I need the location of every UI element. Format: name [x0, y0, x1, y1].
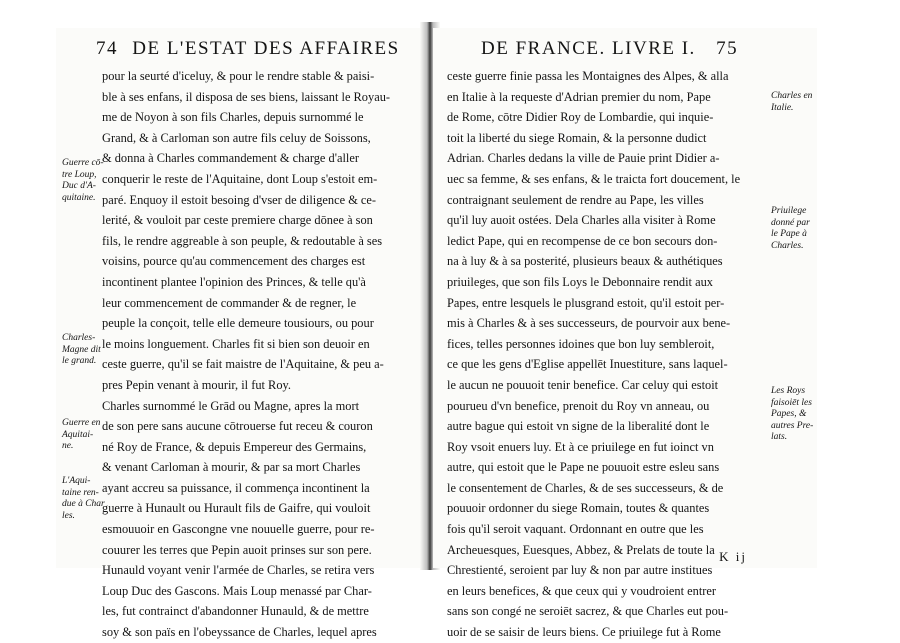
left-running-head	[96, 38, 400, 60]
right-margin-note-3	[771, 386, 813, 444]
margin-note-line: Guerre cō-	[62, 158, 104, 168]
left-text-line: ble à ses enfans, il disposa de ses biens, laissant le Royau-	[102, 89, 391, 104]
left-text-line: me de Noyon à son fils Charles, depuis surnommé le	[102, 110, 364, 125]
margin-note-line: L'Aqui-	[62, 476, 91, 486]
right-text-line: ceste guerre finie passa les Montaignes des Alpes, & alla	[447, 69, 729, 83]
right-text-line: qu'il luy auoit ostées. Dela Charles alla visiter à Rome	[447, 213, 716, 228]
left-text-line: né Roy de France, & depuis Empereur des Germains,	[102, 439, 367, 454]
left-text-line: conquerir le reste de l'Aquitaine, dont Loup s'estoit em-	[102, 171, 378, 186]
left-text-line: paré. Enquoy il estoit besoing d'vser de diligence & ce-	[102, 192, 377, 207]
margin-note-line: Priuilege	[771, 206, 807, 216]
margin-note-line: taine ren-	[62, 487, 99, 498]
right-body-text	[447, 66, 765, 643]
left-text-line: lerité, & vouloit par ceste premiere charge dōnee à son	[102, 213, 373, 228]
right-text-line: sans son congé ne seroiēt sacrez, & que Charles eut pou-	[447, 604, 729, 619]
margin-note-line: Magne dit	[62, 344, 101, 355]
left-text-line: Hunauld voyant venir l'armée de Charles, se retira vers	[102, 563, 375, 578]
right-margin-note-2	[771, 206, 810, 252]
left-text-line: leur commencement de commander & de regner, le	[102, 295, 357, 310]
left-body-text	[102, 66, 426, 643]
right-page-number: 75	[716, 38, 739, 59]
left-text-line: fils, le rendre aggreable à son peuple, & redoutable à ses	[102, 233, 383, 248]
left-text-line: les, fut contrainct d'abandonner Hunauld, & de mettre	[102, 604, 369, 619]
margin-note-line: Papes, &	[771, 409, 807, 419]
margin-note-line: quitaine.	[62, 192, 96, 203]
right-text-line: mis à Charles & à ses successeurs, de pourvoir aux bene-	[447, 316, 731, 331]
margin-note-line: Aquitai-	[62, 429, 94, 440]
right-text-line: Adrian. Charles dedans la ville de Pauie print Didier a-	[447, 151, 720, 166]
left-margin-note-1	[62, 158, 104, 204]
left-text-line: Grand, & à Carloman son autre fils celuy de Soissons,	[102, 130, 371, 145]
margin-note-line: due à Char	[62, 499, 105, 509]
margin-note-line: Italie.	[771, 102, 794, 113]
margin-note-line: le Pape à	[771, 229, 807, 239]
right-text-line: de Rome, cōtre Didier Roy de Lombardie, qui inquie-	[447, 110, 714, 125]
right-text-line: toit la liberté du siege Romain, & la personne dudict	[447, 130, 707, 145]
right-text-line: ledict Pape, qui en recompense de ce bon secours don-	[447, 233, 718, 248]
margin-note-line: Les Roys	[771, 386, 806, 396]
right-text-line: na à luy & à sa posterité, plusieurs beaux & authétiques	[447, 254, 723, 269]
left-text-line: pres Pepin venant à mourir, il fut Roy.	[102, 377, 291, 392]
right-running-head	[481, 38, 738, 60]
margin-note-line: Charles-	[62, 333, 96, 343]
left-text-line: couurer les terres que Pepin auoit prinses sur son pere.	[102, 542, 372, 557]
left-head-title: DE L'ESTAT DES AFFAIRES	[132, 38, 400, 59]
left-text-line: esmouuoir en Gascongne vne nouuelle guerre, pour re-	[102, 522, 375, 537]
right-text-line: le consentement de Charles, & de ses successeurs, & de	[447, 480, 724, 495]
right-text-line: Archeuesques, Euesques, Abbez, & Prelats de toute la	[447, 542, 715, 557]
left-text-line: guerre à Hunault ou Hurault fils de Gaifre, qui vouloit	[102, 501, 371, 516]
left-page	[56, 28, 428, 640]
right-text-line: en Italie à la requeste d'Adrian premier du nom, Pape	[447, 89, 711, 104]
right-text-line: Roy vsoit enuers luy. Et à ce priuilege en fut ioinct vn	[447, 439, 714, 454]
right-text-line: fois qu'il seroit vaquant. Ordonnant en outre que les	[447, 522, 704, 537]
margin-note-line: les.	[62, 510, 75, 521]
right-text-line: pouuoir ordonner du siege Romain, toutes & quantes	[447, 501, 710, 516]
margin-note-line: tre Loup,	[62, 169, 97, 180]
right-text-line: autre bague qui estoit vn signe de la liberalité dont le	[447, 419, 710, 434]
right-head-title: DE FRANCE. LIVRE I.	[481, 38, 696, 59]
margin-note-line: Duc d'A-	[62, 181, 96, 191]
margin-note-line: le grand.	[62, 356, 97, 366]
right-text-line: fices, telles personnes idoines que bon luy sembleroit,	[447, 336, 715, 351]
right-text-line: Papes, entre lesquels le plusgrand estoit, qu'il estoit per-	[447, 295, 725, 310]
margin-note-line: lats.	[771, 432, 788, 442]
left-margin-note-3	[62, 418, 100, 453]
margin-note-line: faisoiēt les	[771, 397, 812, 408]
right-margin-note-1	[771, 91, 812, 114]
left-margin-note-2	[62, 333, 101, 368]
right-text-line: autre, qui estoit que le Pape ne pouuoit estre esleu sans	[447, 460, 720, 475]
margin-note-line: autres Pre-	[771, 420, 814, 431]
right-text-line: uoir de se saisir de leurs biens. Ce priuilege fut à Rome	[447, 625, 721, 640]
right-text-line: le aucun ne pouuoit tenir benefice. Car celuy qui estoit	[447, 377, 719, 392]
left-margin-note-4	[62, 476, 105, 522]
right-text-line: ce que les gens d'Eglise appellēt Inuestiture, sans laquel-	[447, 357, 728, 372]
right-text-line: uec sa femme, & ses enfans, & le traicta fort doucement, le	[447, 171, 741, 186]
margin-note-line: ne.	[62, 441, 74, 451]
left-text-line: soy & son païs en l'obeyssance de Charles, lequel apres	[102, 625, 377, 640]
margin-note-line: Charles.	[771, 240, 804, 251]
left-text-line: & venant Carloman à mourir, & par sa mort Charles	[102, 460, 361, 475]
left-page-number: 74	[96, 38, 118, 59]
right-text-line: en leurs benefices, & que ceux qui y voudroient entrer	[447, 583, 717, 598]
left-text-line: peuple la conçoit, telle elle demeure tousiours, ou pour	[102, 316, 374, 331]
left-text-line: Loup Duc des Gascons. Mais Loup menassé par Char-	[102, 583, 372, 598]
left-text-line: ceste guerre, qu'il se fait maistre de l'Aquitaine, & peu a-	[102, 357, 384, 372]
left-text-line: Charles surnommé le Grād ou Magne, apres la mort	[102, 398, 360, 413]
left-text-line: incontinent plantee l'opinion des Princes, & telle qu'à	[102, 274, 366, 289]
right-page	[433, 28, 817, 640]
left-text-line: & donna à Charles commandement & charge d'aller	[102, 151, 359, 166]
right-text-line: Chrestienté, seroient par luy & non par autre institues	[447, 563, 713, 578]
left-text-line: pour la seurté d'iceluy, & pour le rendre stable & paisi-	[102, 69, 375, 83]
signature-mark: K ij	[719, 549, 747, 564]
left-text-line: le moins longuement. Charles fit si bien son deuoir en	[102, 336, 370, 351]
left-text-line: ayant accreu sa puissance, il commença incontinent la	[102, 480, 370, 495]
margin-note-line: Charles en	[771, 91, 813, 101]
left-text-line: voisins, pource qu'au commencement des charges est	[102, 254, 366, 269]
margin-note-line: donné par	[771, 217, 810, 228]
margin-note-line: Guerre en	[62, 418, 101, 428]
right-text-line: priuileges, que son fils Loys le Debonnaire rendit aux	[447, 274, 713, 289]
right-text-line: pourueu d'vn benefice, prenoit du Roy vn anneau, ou	[447, 398, 710, 413]
right-text-line: contraignant seulement de rendre au Pape, les villes	[447, 192, 704, 207]
left-text-line: de son pere sans aucune cōtrouerse fut receu & couron	[102, 419, 373, 434]
